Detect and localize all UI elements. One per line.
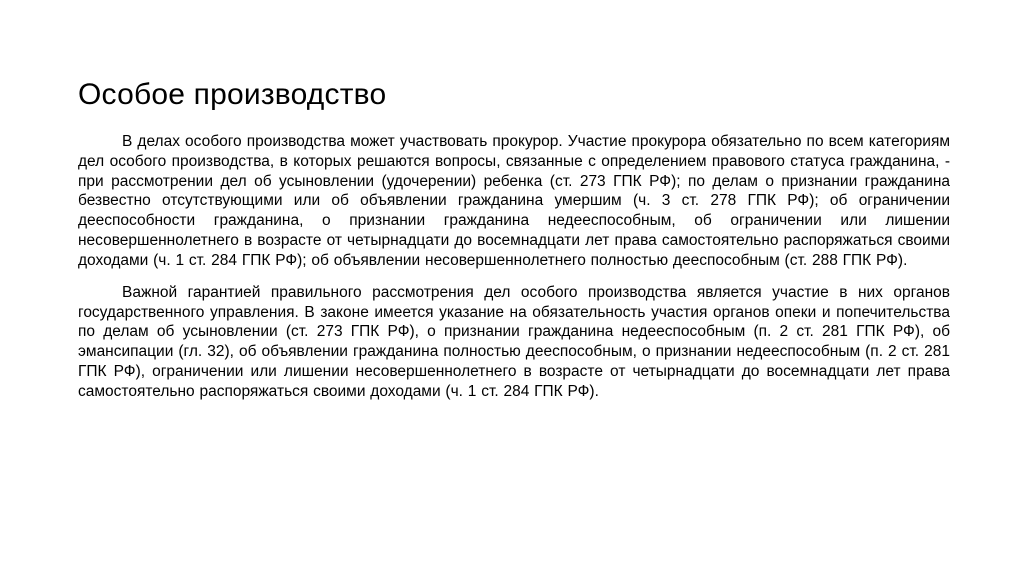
- body-paragraph-2: Важной гарантией правильного рассмотрения дел особого производства является участие в них органов государственного управления. В законе имеется указание на обязательность участия органов опеки и попечительства по делам об усыновлении (ст. 273 ГПК РФ), о признании гражданина недееспособным (п. 2 ст. 281 ГПК РФ), об эмансипации (гл. 32), об объявлении гражданина полностью дееспособным, о признании недееспособным (п. 2 ст. 281 ГПК РФ), ограничении или лишении несовершеннолетнего в возрасте от четырнадцати до восемнадцати лет права самостоятельно распоряжаться своими доходами (ч. 1 ст. 284 ГПК РФ).: [78, 283, 950, 400]
- page-title: Особое производство: [78, 78, 387, 112]
- slide-body: [78, 132, 950, 402]
- body-paragraph-1: В делах особого производства может участвовать прокурор. Участие прокурора обязательно по всем категориям дел особого производства, в которых решаются вопросы, связанные с определением правового статуса гражданина, - при рассмотрении дел об усыновлении (удочерении) ребенка (ст. 273 ГПК РФ); по делам о признании гражданина безвестно отсутствующими или об объявлении гражданина умершим (ч. 3 ст. 278 ГПК РФ); об ограничении дееспособности гражданина, о признании гражданина недееспособным, об ограничении или лишении несовершеннолетнего в возрасте от четырнадцати до восемнадцати лет права самостоятельно распоряжаться своими доходами (ч. 1 ст. 284 ГПК РФ); об объявлении несовершеннолетнего полностью дееспособным (ст. 288 ГПК РФ).: [78, 133, 950, 269]
